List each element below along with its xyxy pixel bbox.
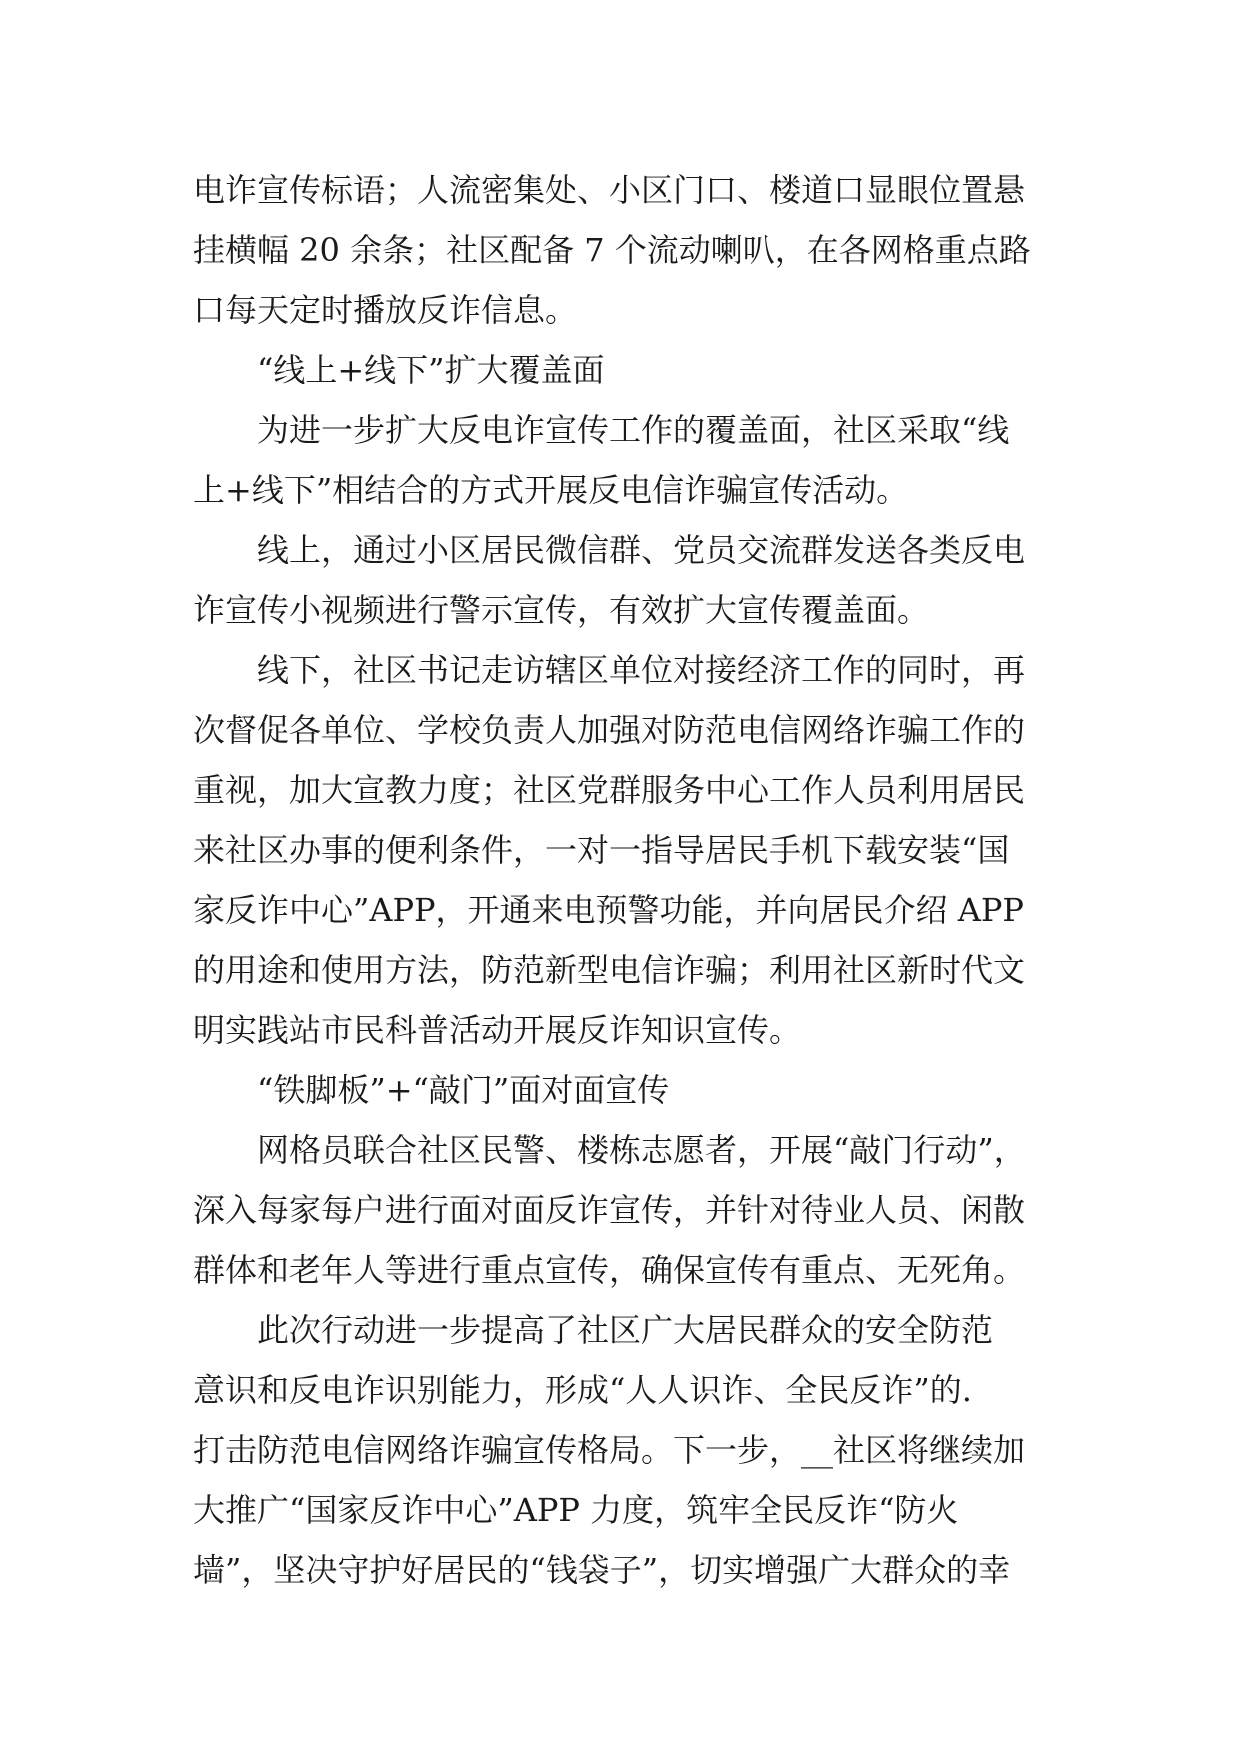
text-line: 网格员联合社区民警、楼栋志愿者，开展“敲门行动”， (257, 1131, 1026, 1169)
text-line: 来社区办事的便利条件，一对一指导居民手机下载安装“国 (193, 831, 1010, 869)
text-line: 口每天定时播放反诈信息。 (193, 291, 578, 329)
section-heading: “线上+线下”扩大覆盖面 (257, 351, 605, 389)
text-line: 诈宣传小视频进行警示宣传，有效扩大宣传覆盖面。 (193, 591, 930, 629)
text-line: 群体和老年人等进行重点宣传，确保宣传有重点、无死角。 (193, 1251, 1026, 1289)
text-line: 次督促各单位、学校负责人加强对防范电信网络诈骗工作的 (193, 711, 1026, 749)
document-body (193, 160, 1073, 1600)
text-line: 此次行动进一步提高了社区广大居民群众的安全防范 (257, 1311, 994, 1349)
text-line: 重视，加大宣教力度；社区党群服务中心工作人员利用居民 (193, 771, 1026, 809)
text-line: 深入每家每户进行面对面反诈宣传，并针对待业人员、闲散 (193, 1191, 1026, 1229)
text-line: 的用途和使用方法，防范新型电信诈骗；利用社区新时代文 (193, 951, 1026, 989)
text-line: 意识和反电诈识别能力，形成“人人识诈、全民反诈”的. (193, 1371, 972, 1409)
section-heading: “铁脚板”+“敲门”面对面宣传 (257, 1071, 670, 1109)
text-line: 墙”，坚决守护好居民的“钱袋子”，切实增强广大群众的幸 (193, 1551, 1011, 1589)
text-line: 打击防范电信网络诈骗宣传格局。下一步，__社区将继续加 (193, 1431, 1026, 1469)
text-line: 大推广“国家反诈中心”APP 力度，筑牢全民反诈“防火 (193, 1491, 959, 1529)
text-line: 线下，社区书记走访辖区单位对接经济工作的同时，再 (257, 651, 1026, 689)
text-line: 明实践站市民科普活动开展反诈知识宣传。 (193, 1011, 802, 1049)
text-line: 为进一步扩大反电诈宣传工作的覆盖面，社区采取“线 (257, 411, 1010, 449)
text-line: 线上，通过小区居民微信群、党员交流群发送各类反电 (257, 531, 1026, 569)
text-line: 挂横幅 20 余条；社区配备 7 个流动喇叭，在各网格重点路 (193, 231, 1031, 269)
text-line: 家反诈中心”APP，开通来电预警功能，并向居民介绍 APP (193, 891, 1024, 929)
text-line: 电诈宣传标语；人流密集处、小区门口、楼道口显眼位置悬 (193, 171, 1026, 209)
text-line: 上+线下”相结合的方式开展反电信诈骗宣传活动。 (193, 471, 909, 509)
